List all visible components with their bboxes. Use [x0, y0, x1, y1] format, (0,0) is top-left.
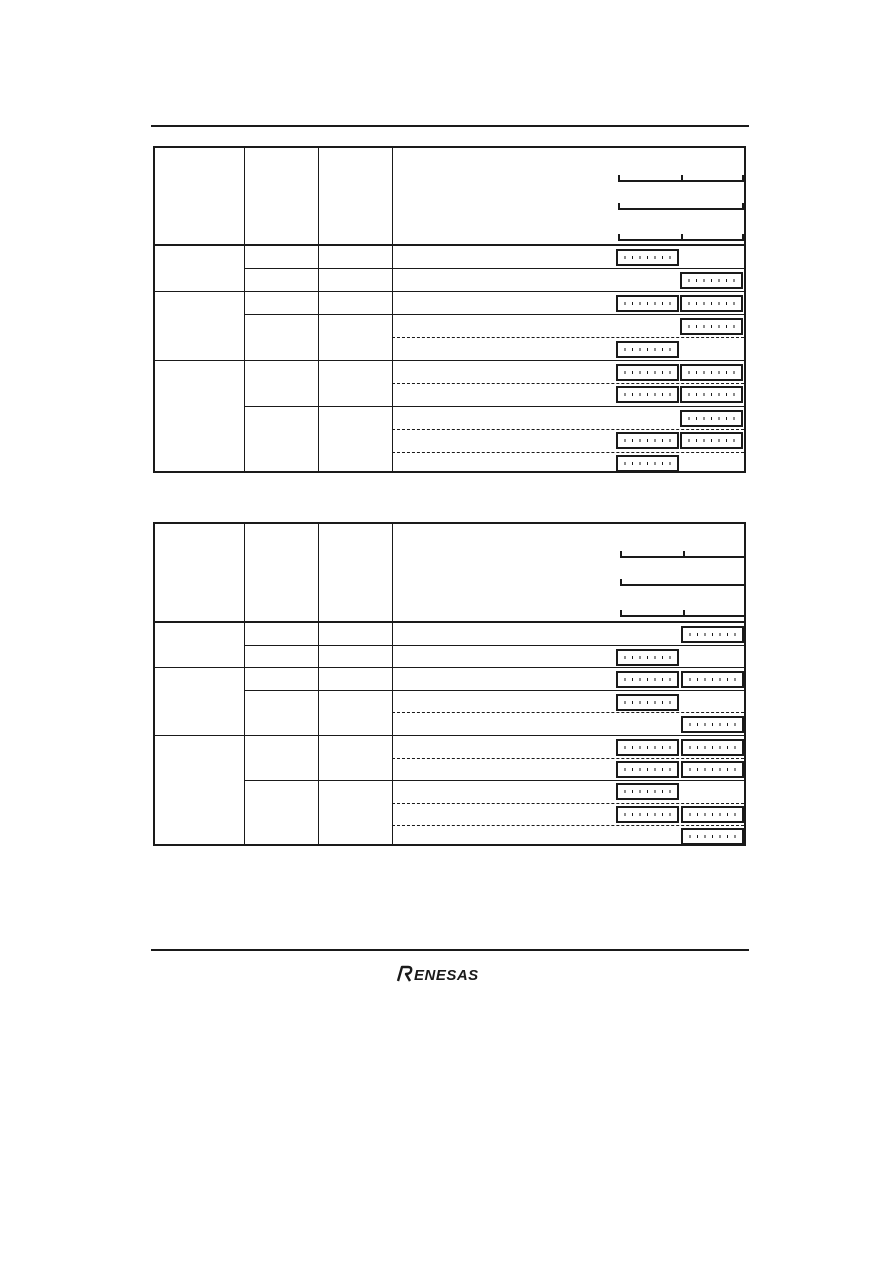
- bit-field: [616, 432, 679, 449]
- bit-field: [680, 410, 743, 427]
- bit-field: [616, 783, 679, 800]
- bit-field: [681, 716, 744, 733]
- bit-field: [616, 671, 679, 688]
- bit-field: [616, 295, 679, 312]
- bit-bracket-upper: [620, 551, 746, 558]
- bit-field: [681, 671, 744, 688]
- bit-field: [681, 761, 744, 778]
- bit-field: [616, 386, 679, 403]
- header-rule: [151, 125, 749, 127]
- bit-bracket-lower: [620, 610, 746, 617]
- bit-field: [680, 318, 743, 335]
- register-table-2: [153, 522, 746, 846]
- bit-bracket-upper: [618, 175, 744, 182]
- bit-field: [681, 828, 744, 845]
- bit-field: [616, 364, 679, 381]
- bit-field: [680, 364, 743, 381]
- renesas-logo: [396, 963, 508, 983]
- bit-field: [616, 249, 679, 266]
- bit-field: [680, 432, 743, 449]
- bit-field: [681, 806, 744, 823]
- register-table-1: [153, 146, 746, 473]
- bit-field: [680, 295, 743, 312]
- bit-field: [616, 806, 679, 823]
- bit-field: [616, 694, 679, 711]
- bit-field: [616, 761, 679, 778]
- bit-field: [680, 272, 743, 289]
- bit-field: [616, 649, 679, 666]
- bit-field: [680, 386, 743, 403]
- bit-field: [616, 739, 679, 756]
- bit-bracket-middle: [618, 203, 744, 210]
- bit-field: [681, 739, 744, 756]
- bit-field: [616, 341, 679, 358]
- brand-text: ENESAS: [414, 967, 479, 983]
- bit-bracket-lower: [618, 234, 744, 241]
- footer-rule: [151, 949, 749, 951]
- bit-field: [681, 626, 744, 643]
- bit-field: [616, 455, 679, 472]
- bit-bracket-middle: [620, 579, 746, 586]
